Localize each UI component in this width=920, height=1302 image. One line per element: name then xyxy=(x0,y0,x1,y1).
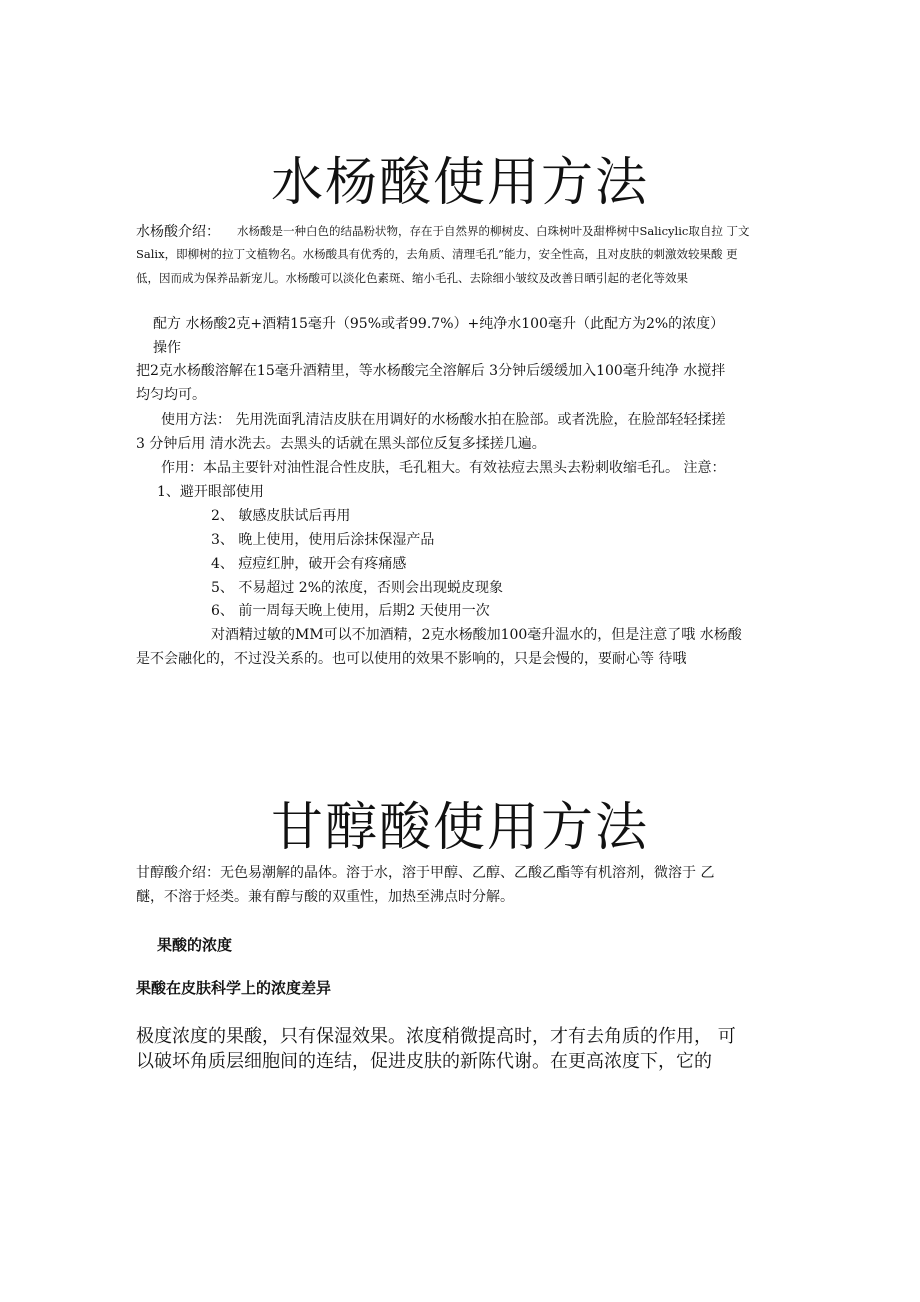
section2-body-line2: 以破坏角质层细胞间的连结，促进皮肤的新陈代谢。在更高浓度下，它的 xyxy=(136,1051,712,1072)
section2-intro-line2: 醚，不溶于烃类。兼有醇与酸的双重性，加热至沸点时分解。 xyxy=(136,889,514,905)
section1-closing-line1: 对酒精过敏的MM可以不加酒精，2克水杨酸加100毫升温水的，但是注意了哦 水杨酸 xyxy=(211,627,742,643)
note-item: 2、 敏感皮肤试后再用 xyxy=(211,508,351,524)
section1-title: 水杨酸使用方法 xyxy=(270,153,649,213)
section1-effect-line: 作用：本品主要针对油性混合性皮肤，毛孔粗大。有效祛痘去黑头去粉刺收缩毛孔。 注意： xyxy=(161,460,726,476)
section1-usage-line1: 使用方法： 先用洗面乳清洁皮肤在用调好的水杨酸水拍在脸部。或者洗脸，在脸部轻轻揉搓 xyxy=(161,412,726,428)
section1-intro-line1: 水杨酸是一种白色的结晶粉状物，存在于自然界的柳树皮、白珠树叶及甜桦树中Salicylic取自拉 丁文 xyxy=(237,224,750,238)
section1-usage-line2: 3 分钟后用 清水洗去。去黑头的话就在黑头部位反复多揉搓几遍。 xyxy=(136,436,546,452)
section1-intro-line3: 低，因而成为保养品新宠儿。水杨酸可以淡化色素斑、缩小毛孔、去除细小皱纹及改善日晒引起的老化等效果 xyxy=(136,271,688,285)
section1-intro-line2: Salix，即柳树的拉丁文植物名。水杨酸具有优秀的，去角质、清理毛孔”能力，安全性高，且对皮肤的刺激效较果酸 更 xyxy=(136,247,738,261)
section1-closing-line2: 是不会融化的，不过没关系的。也可以使用的效果不影响的，只是会慢的，要耐心等 待哦 xyxy=(136,651,687,667)
section2-intro-line1: 甘醇酸介绍：无色易潮解的晶体。溶于水，溶于甲醇、乙醇、乙酸乙酯等有机溶剂，微溶于 乙 xyxy=(136,865,715,881)
section1-formula: 配方 水杨酸2克+酒精15毫升（95%或者99.7%）+纯净水100毫升（此配方为2%的浓度） xyxy=(153,316,725,332)
section1-operation-line2: 均匀均可。 xyxy=(136,387,206,403)
note-item: 1、避开眼部使用 xyxy=(157,484,264,500)
section1-operation-label: 操作 xyxy=(153,340,181,356)
section2-heading2: 果酸在皮肤科学上的浓度差异 xyxy=(136,979,332,997)
note-item: 3、 晚上使用，使用后涂抹保湿产品 xyxy=(211,532,435,548)
section2-title: 甘醇酸使用方法 xyxy=(270,798,649,858)
section1-operation-line1: 把2克水杨酸溶解在15毫升酒精里，等水杨酸完全溶解后 3分钟后缓缓加入100毫升纯净 水搅拌 xyxy=(136,363,726,379)
note-item: 4、 痘痘红肿，破开会有疼痛感 xyxy=(211,556,407,572)
note-item: 6、 前一周每天晚上使用，后期2 天使用一次 xyxy=(211,603,490,619)
section1-intro-label: 水杨酸介绍： xyxy=(136,224,220,240)
section2-heading1: 果酸的浓度 xyxy=(157,936,233,954)
note-item: 5、 不易超过 2%的浓度，否则会出现蜕皮现象 xyxy=(211,580,504,596)
section2-body-line1: 极度浓度的果酸，只有保湿效果。浓度稍微提高时，才有去角质的作用， 可 xyxy=(136,1026,736,1047)
